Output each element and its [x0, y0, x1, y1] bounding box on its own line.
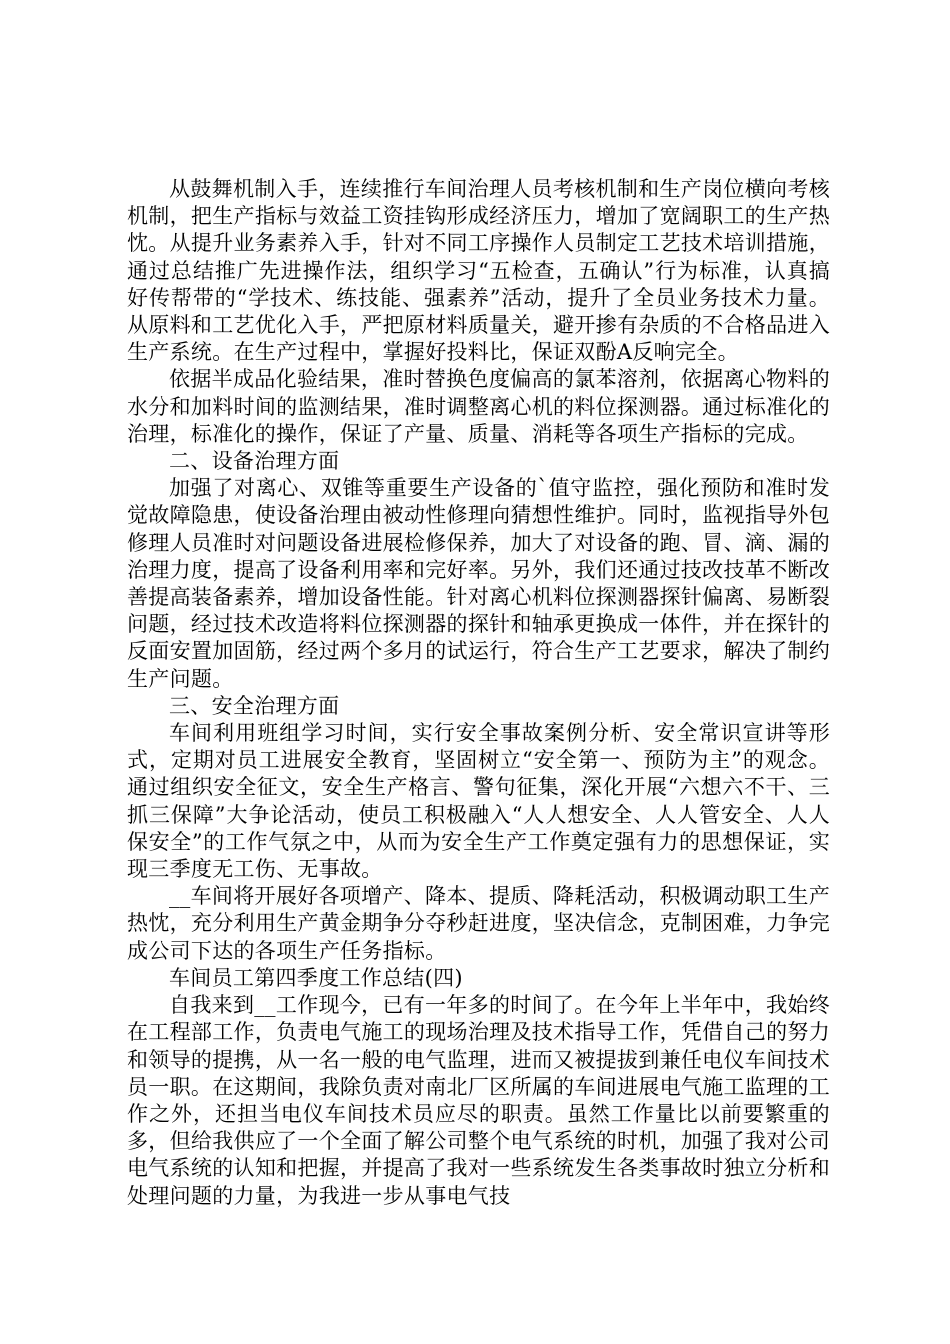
paragraph-equipment-management: 加强了对离心、双锥等重要生产设备的`值守监控，强化预防和准时发觉故障隐患，使设备治理由被动性修理向猜想性维护。同时，监视指导外包修理人员准时对问题设备进展检修保养，加大了对设备的跑、冒、滴、漏的治理力度，提高了设备利用率和完好率。另外，我们还通过技改技革不断改善提高装备素养，增加设备性能。针对离心机料位探测器探针偏离、易断裂问题，经过技术改造将料位探测器的探针和轴承更换成一体件，并在探针的反面安置加固筋，经过两个多月的试运行，符合生产工艺要求，解决了制约生产问题。	[127, 476, 830, 691]
paragraph-workshop-plans: __车间将开展好各项增产、降本、提质、降耗活动，积极调动职工生产热忱，充分利用生产黄金期争分夺秒赶进度，坚决信念，克制困难，力争完成公司下达的各项生产任务指标。	[127, 884, 830, 963]
section-heading-equipment: 二、设备治理方面	[169, 449, 340, 474]
paragraph-safety-management: 车间利用班组学习时间，实行安全事故案例分析、安全常识宣讲等形式，定期对员工进展安全教育，坚固树立“安全第一、预防为主”的观念。通过组织安全征文，安全生产格言、警句征集，深化开展“六想六不干、三抓三保障”大争论活动，使员工积极融入“人人想安全、人人管安全、人人保安全”的工作气氛之中，从而为安全生产工作奠定强有力的思想保证，实现三季度无工伤、无事故。	[127, 721, 830, 882]
document-body	[127, 176, 830, 1210]
paragraph-personal-summary: 自我来到__工作现今，已有一年多的时间了。在今年上半年中，我始终在工程部工作，负责电气施工的现场治理及技术指导工作，凭借自己的努力和领导的提携，从一名一般的电气监理，进而又被提拔到兼任电仪车间技术员一职。在这期间，我除负责对南北厂区所属的车间进展电气施工监理的工作之外，还担当电仪车间技术员应尽的职责。虽然工作量比以前要繁重的多，但给我供应了一个全面了解公司整个电气系统的时机，加强了我对公司电气系统的认知和把握，并提高了我对一些系统发生各类事故时独立分析和处理问题的力量，为我进一步从事电气技	[127, 993, 830, 1208]
section-heading-safety: 三、安全治理方面	[169, 693, 340, 718]
paragraph-incentive-mechanism: 从鼓舞机制入手，连续推行车间治理人员考核机制和生产岗位横向考核机制，把生产指标与效益工资挂钩形成经济压力，增加了宽阔职工的生产热忱。从提升业务素养入手，针对不同工序操作人员制定工艺技术培训措施，通过总结推广先进操作法，组织学习“五检查，五确认”行为标准，认真搞好传帮带的“学技术、练技能、强素养”活动，提升了全员业务技术力量。从原料和工艺优化入手，严把原材料质量关，避开掺有杂质的不合格品进入生产系统。在生产过程中，掌握好投料比，保证双酚A反响完全。	[127, 177, 830, 365]
section-heading-q4-summary: 车间员工第四季度工作总结(四)	[169, 965, 463, 990]
paragraph-semi-product-testing: 依据半成品化验结果，准时替换色度偏高的氯苯溶剂，依据离心物料的水分和加料时间的监测结果，准时调整离心机的料位探测器。通过标准化的治理，标准化的操作，保证了产量、质量、消耗等各项生产指标的完成。	[127, 367, 830, 446]
